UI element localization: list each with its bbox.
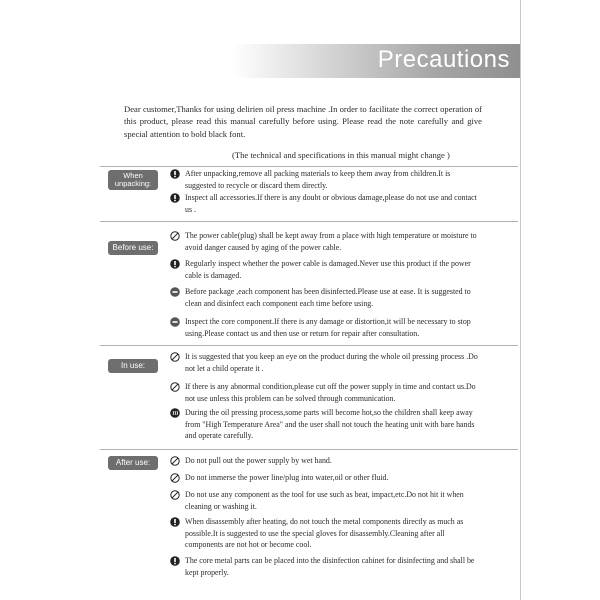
spec-change-note: (The technical and specifications in this manual might change ) bbox=[232, 150, 450, 160]
intro-paragraph: Dear customer,Thanks for using delirien oil press machine .In order to facilitate the correct operation of this product, please read this manual carefully before using. Please read the note carefully and give special attention to bold black font. bbox=[124, 104, 482, 139]
prohibited-icon bbox=[170, 352, 180, 362]
item-text: The power cable(plug) shall be kept away from a place with high temperature or moisture to avoid danger caused by aging of the power cable. bbox=[185, 231, 477, 252]
list-item bbox=[170, 351, 482, 374]
prohibited-icon bbox=[170, 231, 180, 241]
prohibited-icon bbox=[170, 382, 180, 392]
minus-circle-icon bbox=[170, 317, 180, 327]
list-item bbox=[170, 455, 482, 467]
item-text: Inspect the core component.If there is any damage or distortion,it will be necessary to stop using.Please contact us and then use or return for repair after consultation. bbox=[185, 317, 471, 338]
list-item bbox=[170, 555, 482, 578]
section-label-after-use: After use: bbox=[108, 456, 158, 470]
list-item bbox=[170, 472, 482, 484]
item-text: When disassembly after heating, do not touch the metal components directly as much as possible.It is suggested to use the special gloves for disassembly.Cleaning after all components are not hot or become cool. bbox=[185, 517, 464, 549]
item-text: Before package ,each component has been disinfected.Please use at ease. It is suggested to clean and disinfect each component each time before using. bbox=[185, 287, 471, 308]
list-item bbox=[170, 381, 482, 404]
item-text: Regularly inspect whether the power cable is damaged.Never use this product if the power cable is damaged. bbox=[185, 259, 471, 280]
exclamation-icon bbox=[170, 193, 180, 203]
item-text: Do not pull out the power supply by wet hand. bbox=[185, 456, 332, 465]
prohibited-icon bbox=[170, 490, 180, 500]
exclamation-icon bbox=[170, 259, 180, 269]
section-label-before-use: Before use: bbox=[108, 241, 158, 255]
item-text: It is suggested that you keep an eye on the product during the whole oil pressing process .Do not let a child operate it . bbox=[185, 352, 478, 373]
list-item bbox=[170, 258, 482, 281]
section-label-in-use: In use: bbox=[108, 359, 158, 373]
item-text: During the oil pressing process,some parts will become hot,so the children shall keep away from "High Temperature Area" and the user shall not touch the heating unit with bare hands and operate carefully. bbox=[185, 408, 475, 440]
list-item bbox=[170, 516, 482, 551]
item-text: Do not use any component as the tool for use such as beat, impact,etc.Do not hit it when cleaning or washing it. bbox=[185, 490, 464, 511]
section-label-when-unpacking: When unpacking: bbox=[108, 170, 158, 190]
item-text: Do not immerse the power line/plug into water,oil or other fluid. bbox=[185, 473, 389, 482]
page-edge-rule bbox=[520, 0, 521, 600]
list-item bbox=[170, 407, 482, 442]
hot-surface-icon bbox=[170, 408, 180, 418]
header-banner bbox=[232, 44, 520, 78]
page-title: Precautions bbox=[377, 46, 510, 73]
list-item bbox=[170, 316, 482, 339]
exclamation-icon bbox=[170, 169, 180, 179]
exclamation-icon bbox=[170, 517, 180, 527]
prohibited-icon bbox=[170, 456, 180, 466]
section-divider bbox=[100, 345, 518, 346]
minus-circle-icon bbox=[170, 287, 180, 297]
item-text: If there is any abnormal condition,please cut off the power supply in time and contact us.Do not use unless this problem can be solved through communication. bbox=[185, 382, 476, 403]
item-text: Inspect all accessories.If there is any doubt or obvious damage,please do not use and contact us . bbox=[185, 193, 477, 214]
list-item bbox=[170, 192, 482, 215]
section-divider bbox=[100, 449, 518, 450]
section-divider bbox=[100, 166, 518, 167]
list-item bbox=[170, 168, 482, 191]
item-text: The core metal parts can be placed into the disinfection cabinet for disinfecting and shall be kept properly. bbox=[185, 556, 475, 577]
section-divider bbox=[100, 221, 518, 222]
list-item bbox=[170, 286, 482, 309]
list-item bbox=[170, 489, 482, 512]
list-item bbox=[170, 230, 482, 253]
item-text: After unpacking,remove all packing materials to keep them away from children.It is suggested to recycle or discard them directly. bbox=[185, 169, 451, 190]
prohibited-icon bbox=[170, 473, 180, 483]
exclamation-icon bbox=[170, 556, 180, 566]
